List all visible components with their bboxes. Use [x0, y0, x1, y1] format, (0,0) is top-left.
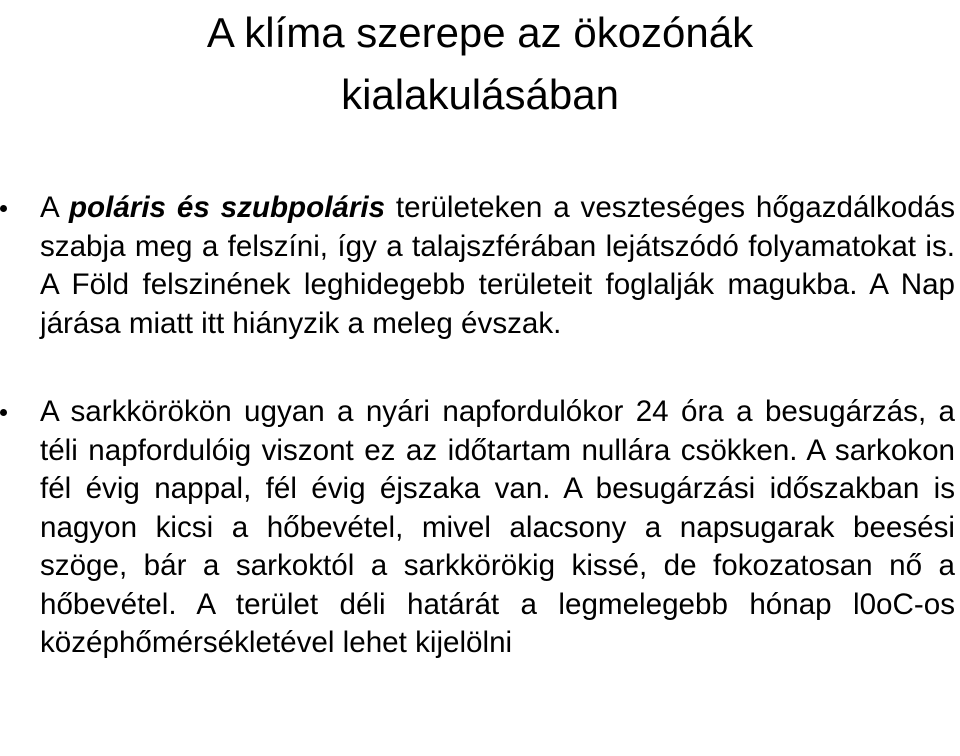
bullet-prefix: A [40, 191, 69, 224]
bullet-item-polar [0, 189, 955, 343]
slide-title-line-2: kialakulásában [341, 71, 619, 118]
bullet-item-polar-circles [0, 393, 955, 663]
bullet-list [0, 189, 960, 663]
slide-title-line-1: A klíma szerepe az ökozónák [206, 9, 754, 56]
bullet-dot-icon [0, 205, 7, 212]
bullet-text: területeken a veszteséges hőgazdálkodás szabja meg a felszíni, így a talajszférában lejátszódó folyamatokat is. A Föld felszinének leghidegebb területeit foglalják magukba. A Nap járása miatt itt hiányzik a meleg évszak. [40, 191, 955, 340]
bullet-dot-icon [0, 409, 7, 416]
slide-title [0, 2, 960, 126]
bullet-emphasis: poláris és szubpoláris [68, 191, 386, 224]
bullet-text: A sarkkörökön ugyan a nyári napfordulókor 24 óra a besugárzás, a téli napfordulóig viszont ez az időtartam nullára csökken. A sarkokon fél évig nappal, fél évig éjszaka van. A besugárzási időszakban is nagyon kicsi a hőbevétel, mivel alacsony a napsugarak beesési szöge, bár a sarkoktól a sarkkörökig kissé, de fokozatosan nő a hőbevétel. A terület déli határát a legmelegebb hónap l0oC-os középhőmérsékletével lehet kijelölni [40, 395, 955, 659]
